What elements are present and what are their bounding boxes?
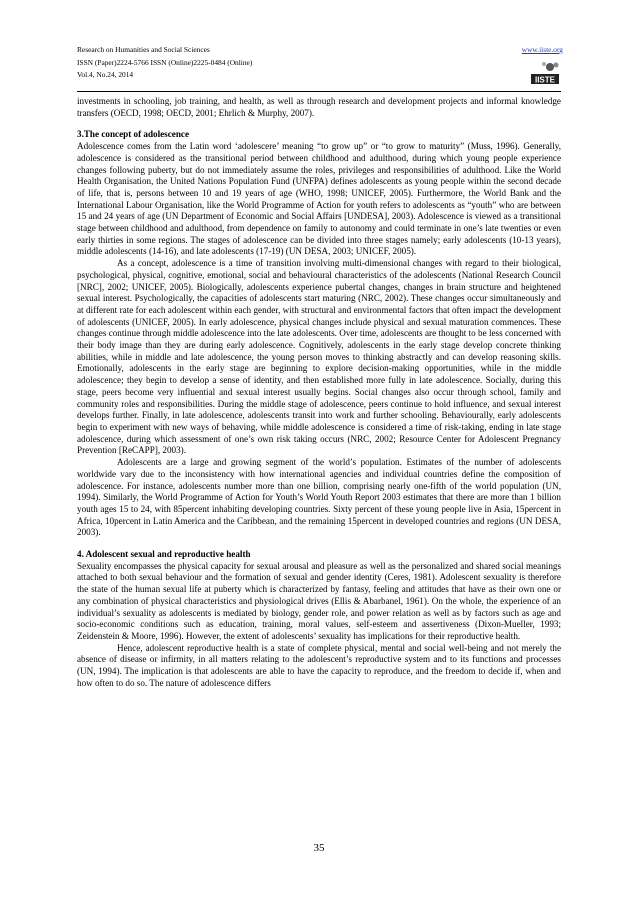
header-divider	[77, 91, 561, 92]
intro-paragraph: investments in schooling, job training, and health, as well as through research and development projects and informal knowledge transfers (OECD, 1998; OECD, 2001; Ehrlich & Murphy, 2007).	[77, 96, 561, 118]
section-4-paragraph-1: Sexuality encompasses the physical capacity for sexual arousal and pleasure as well as the personalized and shared social meanings attached to both sexual behaviour and the formation of sexual and gender identity (Ceres, 1981). Adolescent sexuality is therefore the state of the human sexual life at puberty which is characterized by fantasy, feeling and attitudes that have as their own one or any combination of physical characteristics and physiological drives (Ellis & Abarbanel, 1961). On the whole, the experience of an individual’s sexuality as adolescents is mediated by biology, gender role, and power relation as well as by factors such as age and socio-economic conditions such as education, training, moral values, self-esteem and assertiveness (Dixon-Mueller, 1993; Zeidenstein & Moore, 1996). However, the extent of adolescents’ sexuality has implications for their reproductive health.	[77, 560, 561, 641]
journal-volume: Vol.4, No.24, 2014	[77, 70, 134, 79]
page-header	[77, 44, 563, 96]
journal-issn: ISSN (Paper)2224-5766 ISSN (Online)2225-0484 (Online)	[77, 57, 253, 67]
section-4-heading: 4. Adolescent sexual and reproductive health	[77, 549, 251, 560]
journal-info	[77, 44, 252, 82]
section-3-paragraph-1: Adolescence comes from the Latin word ‘adolescere’ meaning “to grow up” or “to grow to maturity” (Muss, 1996). Generally, adolescence is considered as the transitional period between childhood and adulthood, during which young people experience changes following puberty, but do not immediately assume the roles, privileges and responsibilities of adulthood. Like the World Health Organisation, the United Nations Population Fund (UNFPA) defines adolescents as young people within the second decade of life, that is, persons between 10 and 19 years of age (WHO, 1998; UNICEF, 2005). Furthermore, the World Bank and the International Labour Organisation, like the World Programme of Action for youth refers to adolescents as “youth” who are between 15 and 24 years of age (UN Department of Economic and Social Affairs [UNDESA], 2003). Adolescence is viewed as a transitional stage between childhood and adulthood, from dependence on family to autonomy and could terminate in one’s late twenties or even early thirties in some regions. The stages of adolescence can be divided into three stages namely; early adolescents (10-13 years), middle adolescents (14-16), and late adolescents (17-19) (UN DESA, 2003; UNICEF, 2005).	[77, 141, 561, 257]
journal-url-link[interactable]: www.iiste.org	[521, 45, 563, 54]
journal-title: Research on Humanities and Social Sciences	[77, 45, 210, 54]
section-3-heading: 3.The concept of adolescence	[77, 129, 190, 140]
section-3-paragraph-2: As a concept, adolescence is a time of transition involving multi-dimensional changes with regard to their biological, psychological, physical, cognitive, emotional, social and behavioural characteristics of the adolescents (National Research Council [NRC], 2002; UNICEF, 2005). Biologically, adolescents experience pubertal changes, changes in brain structure and heightened sexual interest. Psychologically, the capacities of adolescents start maturing (NRC, 2002). These changes occur simultaneously and at different rate for each adolescent within each gender, with structural and environmental factors that often impact the development of adolescents (UNICEF, 2005). In early adolescence, physical changes include physical and sexual maturation commences. These changes continue through middle adolescence into the late adolescents. Over time, adolescents are thought to be less concerned with their body image than they are during early adolescence. Cognitively, adolescents in the early stage develop concrete thinking abilities, while in middle and late adolescence, the young person moves to thinking abstractly and can develop reasoning skills. Emotionally, adolescents in the early stage are beginning to explore decision-making opportunities, while in the middle adolescence; they begin to develop a sense of identity, and then established more fully in late adolescence. Socially, during this stage, peers become very influential and sexual interest usually begins. Social changes also occur through school, family and community roles and responsibilities. During the middle stage of adolescence, peers continue to hold influence, and sexual interest develops further. Finally, in late adolescence, adolescents transit into work and further schooling. Behaviourally, early adolescents begin to experiment with new ways of behaving, while middle adolescence is considered a time of risk-taking, ending in late stage adolescence, during which assessment of one’s own risk taking occurs (NRC, 2002; Resource Center for Adolescent Pregnancy Prevention [ReCAPP], 2003).	[77, 258, 561, 456]
page-number: 35	[313, 842, 325, 854]
svg-text:IISTE: IISTE	[534, 75, 556, 85]
article-body	[77, 96, 561, 689]
section-4-paragraph-2: Hence, adolescent reproductive health is a state of complete physical, mental and social well-being and not merely the absence of disease or infirmity, in all matters relating to the adolescent’s reproductive system and to its functions and processes (UN, 1994). The implication is that adolescents are able to have the capacity to reproduce, and the freedom to decide if, when and how often to do so. The nature of adolescence differs	[77, 642, 561, 688]
iiste-logo-icon	[529, 59, 561, 85]
section-3-paragraph-3: Adolescents are a large and growing segment of the world’s population. Estimates of the number of adolescents worldwide vary due to the inconsistency with how international agencies and individual countries define the composition of adolescence. For instance, adolescents number more than one billion, comprising nearly one-fifth of the world population (UN, 1994). Similarly, the World Programme of Action for Youth’s World Youth Report 2003 estimates that there are more than 1 billion youth ages 15 to 24, with 85percent inhabiting developing countries. Sixty percent of these young people live in Asia, 15percent in Africa, 10percent in Latin America and the Caribbean, and the remaining 15percent in developed countries and regions (UN DESA, 2003).	[77, 457, 561, 538]
